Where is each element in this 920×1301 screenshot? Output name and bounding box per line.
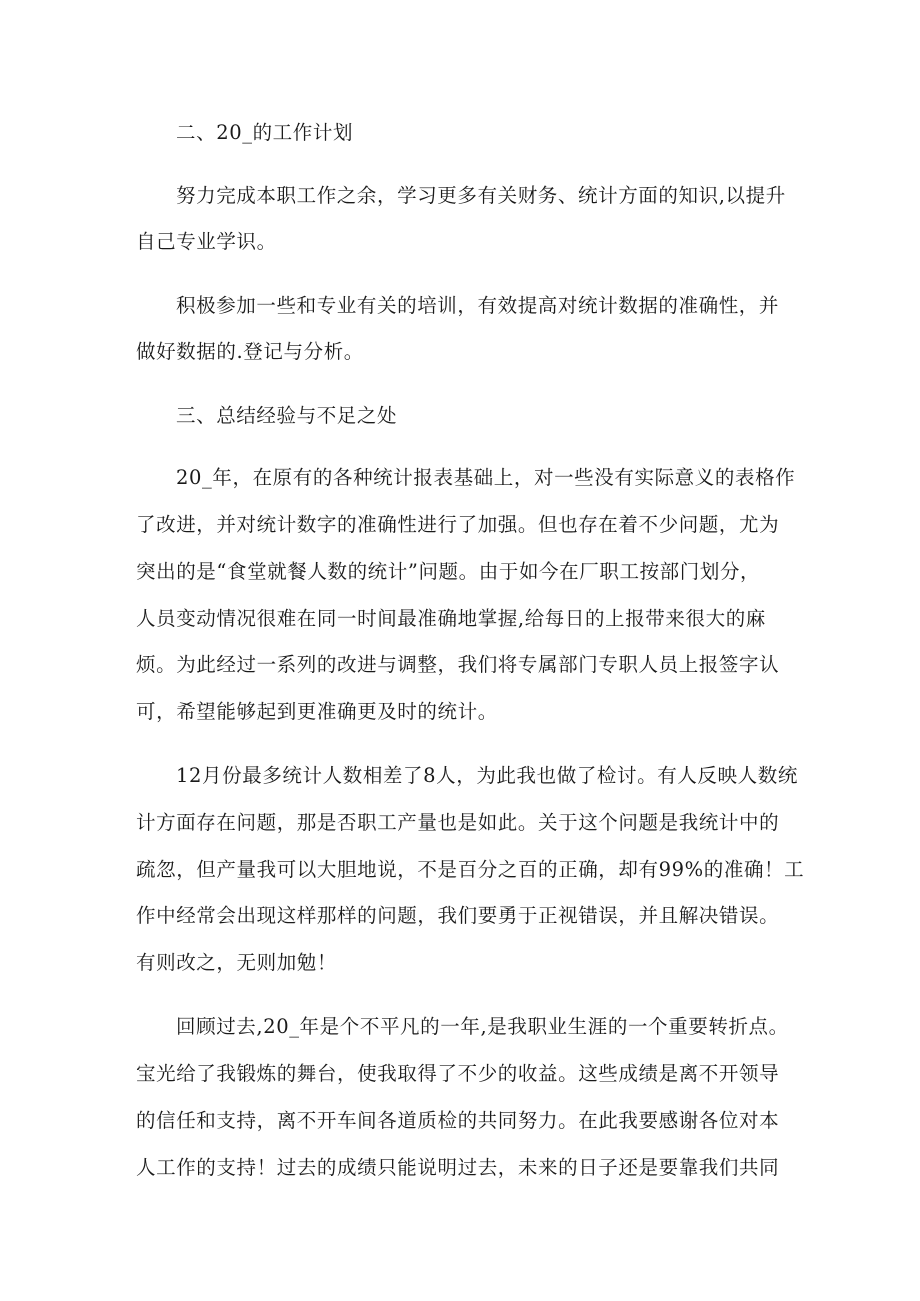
- paragraph-line: 自己专业学识。: [136, 230, 277, 253]
- paragraph-line: 积极参加一些和专业有关的培训，有效提高对统计数据的准确性，并: [176, 294, 780, 317]
- paragraph-line: 做好数据的.登记与分析。: [136, 340, 364, 363]
- paragraph-line: 20_年，在原有的各种统计报表基础上，对一些没有实际意义的表格作: [176, 466, 796, 489]
- paragraph-line: 12月份最多统计人数相差了8人，为此我也做了检讨。有人反映人数统: [176, 764, 798, 787]
- section-heading-work-plan: 二、20_的工作计划: [176, 121, 354, 144]
- paragraph-line: 了改进，并对统计数字的准确性进行了加强。但也存在着不少问题，尤为: [136, 513, 780, 536]
- paragraph-line: 努力完成本职工作之余，学习更多有关财务、统计方面的知识,以提升: [176, 184, 786, 207]
- paragraph-line: 的信任和支持，离不开车间各道质检的共同努力。在此我要感谢各位对本: [136, 1109, 780, 1132]
- paragraph-line: 作中经常会出现这样那样的问题，我们要勇于正视错误，并且解决错误。: [136, 904, 780, 927]
- paragraph-line: 宝光给了我锻炼的舞台，使我取得了不少的收益。这些成绩是离不开领导: [136, 1062, 780, 1085]
- paragraph-line: 回顾过去,20_年是个不平凡的一年,是我职业生涯的一个重要转折点。: [176, 1015, 789, 1038]
- paragraph-line: 有则改之，无则加勉！: [136, 951, 338, 974]
- paragraph-line: 计方面存在问题，那是否职工产量也是如此。关于这个问题是我统计中的: [136, 811, 780, 834]
- paragraph-line: 人工作的支持！过去的成绩只能说明过去，未来的日子还是要靠我们共同: [136, 1156, 780, 1179]
- paragraph-line: 突出的是“食堂就餐人数的统计”问题。由于如今在厂职工按部门划分，: [136, 560, 761, 583]
- paragraph-line: 烦。为此经过一系列的改进与调整，我们将专属部门专职人员上报签字认: [136, 653, 780, 676]
- section-heading-summary: 三、总结经验与不足之处: [176, 404, 398, 427]
- paragraph-line: 疏忽，但产量我可以大胆地说，不是百分之百的正确，却有99%的准确！工: [136, 858, 805, 881]
- paragraph-line: 可，希望能够起到更准确更及时的统计。: [136, 700, 498, 723]
- paragraph-line: 人员变动情况很难在同一时间最准确地掌握,给每日的上报带来很大的麻: [136, 607, 766, 630]
